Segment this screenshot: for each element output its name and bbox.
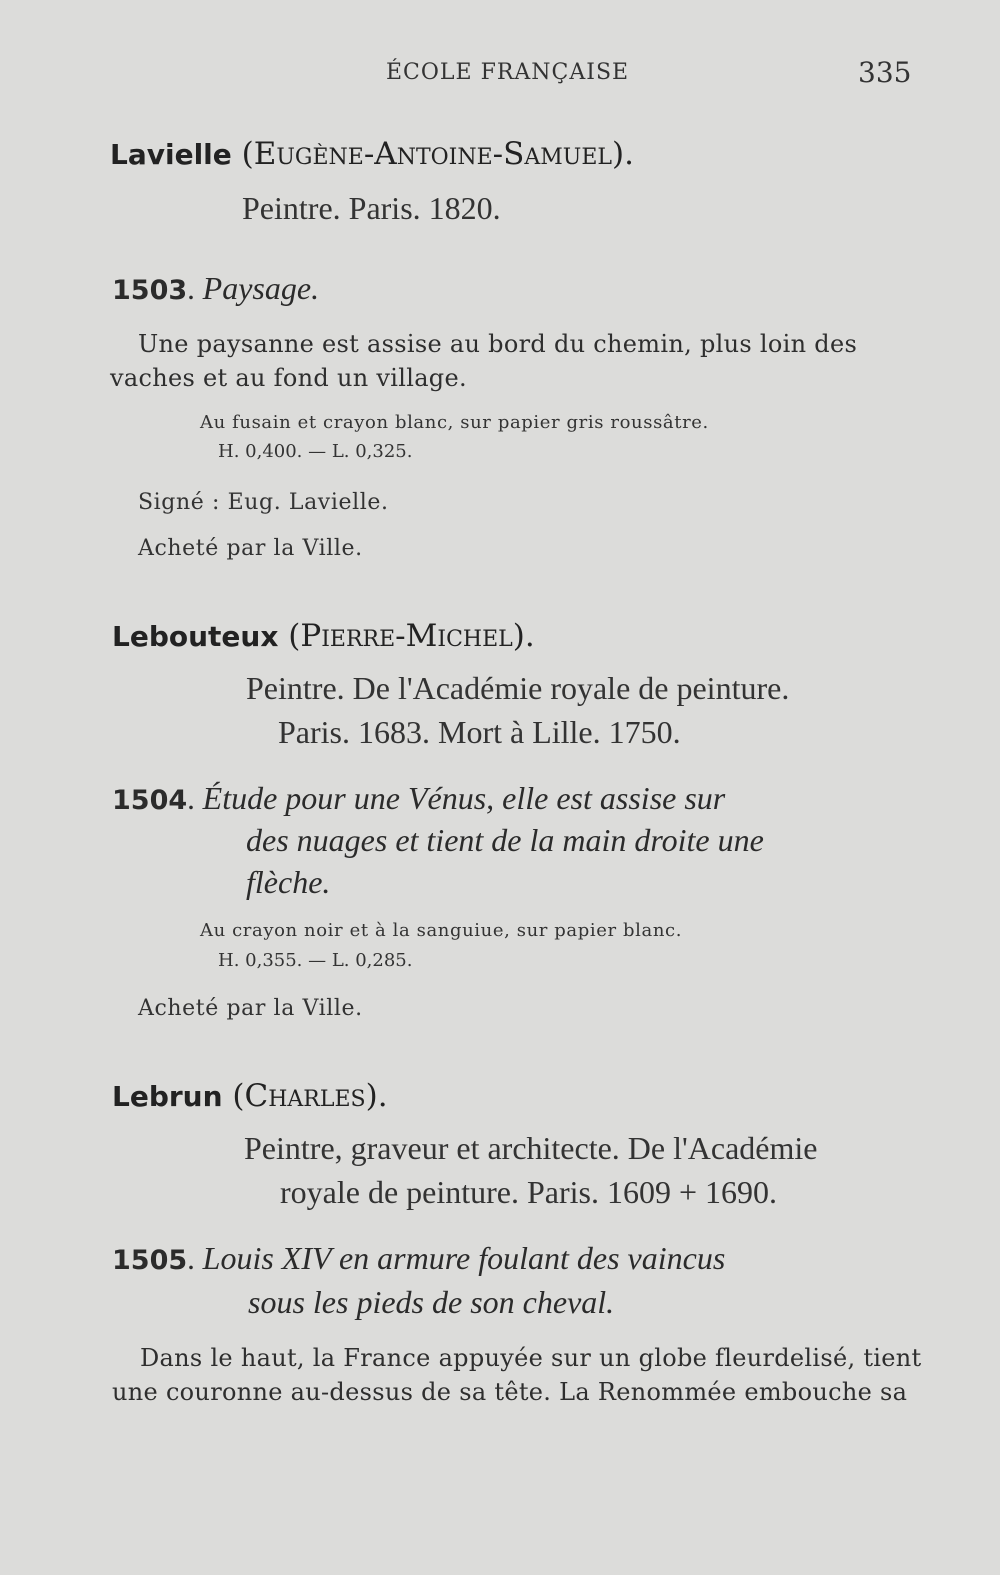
work-heading: 1505. Louis XIV en armure foulant des vaincus xyxy=(112,1240,726,1276)
artist-surname: Lebouteux xyxy=(112,620,279,653)
work-number: 1504 xyxy=(112,785,188,816)
work-dimensions: H. 0,400. — L. 0,325. xyxy=(218,441,413,462)
artist-heading xyxy=(112,618,535,654)
work-description: vaches et au fond un village. xyxy=(110,364,467,392)
artist-surname: Lavielle xyxy=(110,138,232,171)
work-note: Acheté par la Ville. xyxy=(138,536,363,561)
work-heading: 1503. Paysage. xyxy=(112,270,320,306)
artist-bio: royale de peinture. Paris. 1609 + 1690. xyxy=(280,1174,778,1210)
work-title: des nuages et tient de la main droite une xyxy=(246,822,764,858)
work-title: flèche. xyxy=(246,864,331,900)
artist-bio: Peintre, graveur et architecte. De l'Académie xyxy=(244,1130,818,1166)
artist-given-names: (Pierre-Michel). xyxy=(278,618,535,654)
artist-bio: Paris. 1683. Mort à Lille. 1750. xyxy=(278,714,681,750)
work-note: Signé : Eug. Lavielle. xyxy=(138,490,389,515)
work-description: une couronne au-dessus de sa tête. La Renommée embouche sa xyxy=(112,1378,908,1406)
running-header: ÉCOLE FRANÇAISE xyxy=(386,60,630,85)
artist-surname: Lebrun xyxy=(112,1080,223,1113)
work-technique: Au crayon noir et à la sanguiue, sur papier blanc. xyxy=(200,920,683,941)
work-number: 1505 xyxy=(112,1245,188,1276)
artist-heading xyxy=(110,136,634,172)
work-heading: 1504. Étude pour une Vénus, elle est assise sur xyxy=(112,780,726,816)
work-title: Louis XIV en armure foulant des vaincus xyxy=(202,1240,726,1276)
page-number: 335 xyxy=(858,56,912,89)
work-description: Dans le haut, la France appuyée sur un globe fleurdelisé, tient xyxy=(140,1344,922,1372)
artist-bio: Peintre. Paris. 1820. xyxy=(242,190,501,226)
work-number: 1503 xyxy=(112,275,188,306)
work-description: Une paysanne est assise au bord du chemin, plus loin des xyxy=(138,330,858,358)
artist-given-names: (Eugène-Antoine-Samuel). xyxy=(231,136,634,172)
artist-given-names: (Charles). xyxy=(222,1078,388,1114)
work-dimensions: H. 0,355. — L. 0,285. xyxy=(218,950,413,971)
artist-bio: Peintre. De l'Académie royale de peinture. xyxy=(246,670,790,706)
work-title: sous les pieds de son cheval. xyxy=(248,1284,615,1320)
artist-heading xyxy=(112,1078,388,1114)
work-title: Étude pour une Vénus, elle est assise sur xyxy=(202,780,726,816)
work-title: Paysage. xyxy=(202,270,320,306)
work-technique: Au fusain et crayon blanc, sur papier gris roussâtre. xyxy=(200,412,709,433)
work-note: Acheté par la Ville. xyxy=(138,996,363,1021)
